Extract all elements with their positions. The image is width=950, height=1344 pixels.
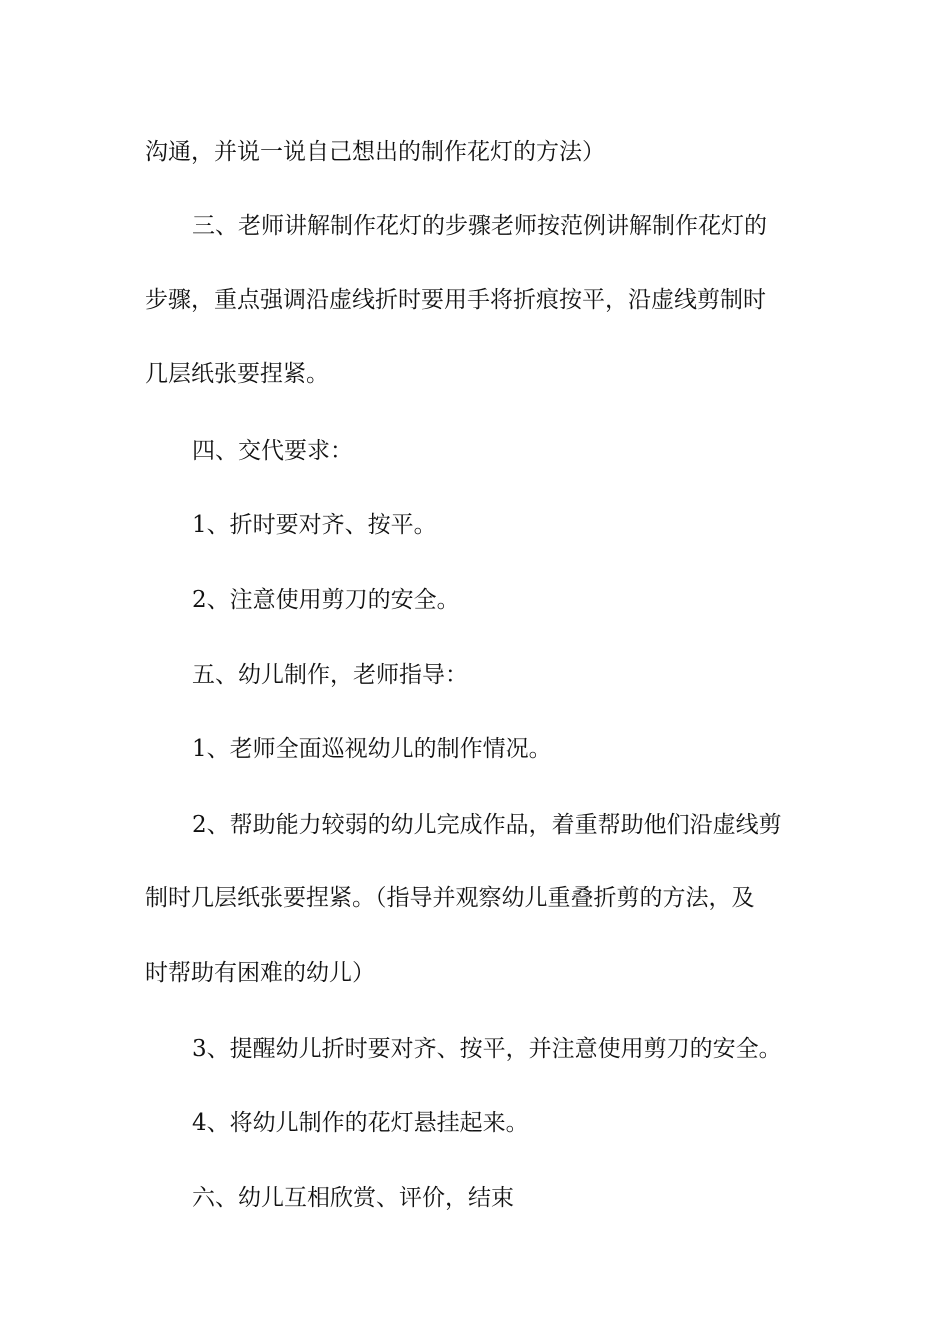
section-heading: 五、幼儿制作，老师指导： <box>192 662 468 688</box>
list-item: 3、提醒幼儿折时要对齐、按平，并注意使用剪刀的安全。 <box>192 1036 782 1062</box>
text-line: 沟通，并说一说自己想出的制作花灯的方法） <box>145 139 605 165</box>
section-heading: 四、交代要求： <box>192 438 353 464</box>
list-item: 1、老师全面巡视幼儿的制作情况。 <box>192 736 552 762</box>
section-heading: 六、幼儿互相欣赏、评价，结束 <box>192 1185 514 1211</box>
list-item: 2、帮助能力较弱的幼儿完成作品，着重帮助他们沿虚线剪 <box>192 812 782 838</box>
list-item: 2、注意使用剪刀的安全。 <box>192 587 460 613</box>
list-item: 4、将幼儿制作的花灯悬挂起来。 <box>192 1110 529 1136</box>
section-heading: 三、老师讲解制作花灯的步骤老师按范例讲解制作花灯的 <box>192 213 767 239</box>
text-line: 时帮助有困难的幼儿） <box>145 960 375 986</box>
text-line: 几层纸张要捏紧。 <box>145 361 329 387</box>
text-line: 步骤，重点强调沿虚线折时要用手将折痕按平，沿虚线剪制时 <box>145 287 766 313</box>
list-item: 1、折时要对齐、按平。 <box>192 512 437 538</box>
text-line: 制时几层纸张要捏紧。（指导并观察幼儿重叠折剪的方法，及 <box>145 885 755 911</box>
